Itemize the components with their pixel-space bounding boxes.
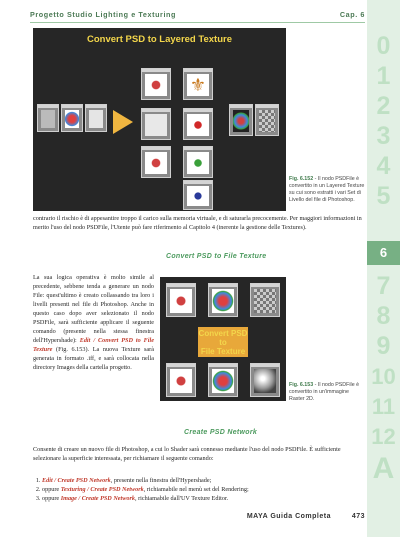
- sidebar-glyph: 12: [371, 424, 396, 449]
- menu-command: Image / Create PSD Network: [60, 495, 135, 502]
- book-title: MAYA Guida Completa: [246, 513, 331, 520]
- paragraph: [33, 273, 154, 372]
- layer-node: [183, 146, 213, 178]
- figure-label: Fig. 6.153: [289, 382, 314, 388]
- sidebar-glyph: 0: [376, 32, 391, 60]
- sidebar-active-chapter: 6: [367, 241, 400, 265]
- shader-node: [255, 104, 279, 136]
- psd-node: [85, 104, 107, 132]
- shader-node: [250, 283, 280, 317]
- header-chapter: Cap. 6: [339, 10, 365, 19]
- paragraph-text: La sua logica operativa è molto simile al precedente, sebbene tenda a generare un nodo File: quest'ultimo è creato collassando tra loro i livelli presenti nel file di Photoshop. Anche in questo caso dopo aver selezionato il nodo PSDFile, sarà sufficiente applicare il seguente comando (presente nella stessa finestra dell'Hypershade):: [33, 274, 154, 344]
- layer-node: [141, 146, 171, 178]
- sidebar-glyph: 2: [376, 92, 391, 120]
- layer-node: [141, 108, 171, 140]
- figure-title: Convert PSD to File Texture: [198, 329, 248, 356]
- figure-file-texture-screenshot: [160, 277, 286, 401]
- paragraph: contrario il rischio è di appesantire troppo il carico sulla memoria virtuale, e di saturarla precocemente. Per maggiori informazioni in merito l'uso del nodo PSDFile, l'Utente può fare riferimento al Capitolo 4 (inerente la gestione delle Textures).: [33, 215, 362, 231]
- list-item: 2. oppure Texturing / Create PSD Network, richiamabile nel menù set del Rendering;: [42, 485, 365, 494]
- sidebar-glyph: 7: [376, 272, 391, 300]
- psd-node: [37, 104, 59, 132]
- psd-node: [61, 104, 83, 132]
- layer-node: [141, 68, 171, 100]
- arrow-icon: [113, 110, 133, 134]
- command-list: [33, 476, 365, 503]
- sidebar-glyph: 1: [376, 62, 391, 90]
- menu-command: Texturing / Create PSD Network: [60, 486, 144, 493]
- header-title: Progetto Studio Lighting e Texturing: [30, 10, 177, 19]
- psd-node: [166, 283, 196, 317]
- paragraph-text: (Fig. 6.153). La nuova Texture sarà generata in formato .iff, e sarà collocata nella directory Images della cartella progetto.: [33, 346, 154, 371]
- sidebar-glyph: 10: [371, 364, 396, 389]
- shader-node: [250, 363, 280, 397]
- sidebar-glyph: 5: [376, 182, 391, 210]
- file-node: [208, 363, 238, 397]
- running-header: [30, 8, 365, 23]
- sidebar-glyph: A: [372, 452, 395, 485]
- figure-label: Fig. 6.152: [289, 176, 314, 182]
- sidebar-glyph: 4: [376, 152, 391, 180]
- menu-command: Edit / Convert PSD to File Texture: [33, 337, 154, 353]
- sidebar-glyph: 11: [371, 394, 396, 419]
- psd-node: [208, 283, 238, 317]
- list-item: 3. oppure Image / Create PSD Network, richiamabile dall'UV Texture Editor.: [42, 494, 365, 503]
- sidebar-glyph: 9: [376, 332, 391, 360]
- file-node: [166, 363, 196, 397]
- running-footer: [30, 513, 365, 525]
- layered-texture-node: [229, 104, 253, 136]
- layer-node: [183, 108, 213, 140]
- section-heading: Convert PSD to File Texture: [166, 253, 267, 260]
- paragraph: Consente di creare un nuovo file di Photoshop, a cui lo Shader sarà connesso mediante l'uso del nodo PSDFile. È sufficiente selezionare la superficie interessata, per richiamare il seguente comando:: [33, 446, 341, 462]
- list-item: 1. Edit / Create PSD Network, presente nella finestra dell'Hypershade;: [42, 476, 365, 485]
- layer-node: [183, 180, 213, 210]
- figure-caption-text: - Il nodo PSDFile è convertito in un Layered Texture su cui sono estratti i vari Set di Livello del file di Photoshop.: [289, 176, 365, 203]
- chapter-sidebar: [367, 0, 400, 537]
- figure-caption-text: - Il nodo PSDFile è convertito in un'immagine Raster 2D.: [289, 382, 360, 402]
- figure-caption: [289, 176, 365, 204]
- sidebar-glyph: 8: [376, 302, 391, 330]
- figure-layered-texture-screenshot: [33, 28, 286, 211]
- figure-title: Convert PSD to Layered Texture: [86, 34, 232, 45]
- menu-command: Edit / Create PSD Network: [42, 477, 111, 484]
- page-number: 473: [351, 513, 365, 520]
- section-heading: Create PSD Network: [184, 429, 258, 436]
- figure-caption: [289, 382, 365, 403]
- layer-node: ⚜: [183, 68, 213, 100]
- sidebar-glyph: 3: [376, 122, 391, 150]
